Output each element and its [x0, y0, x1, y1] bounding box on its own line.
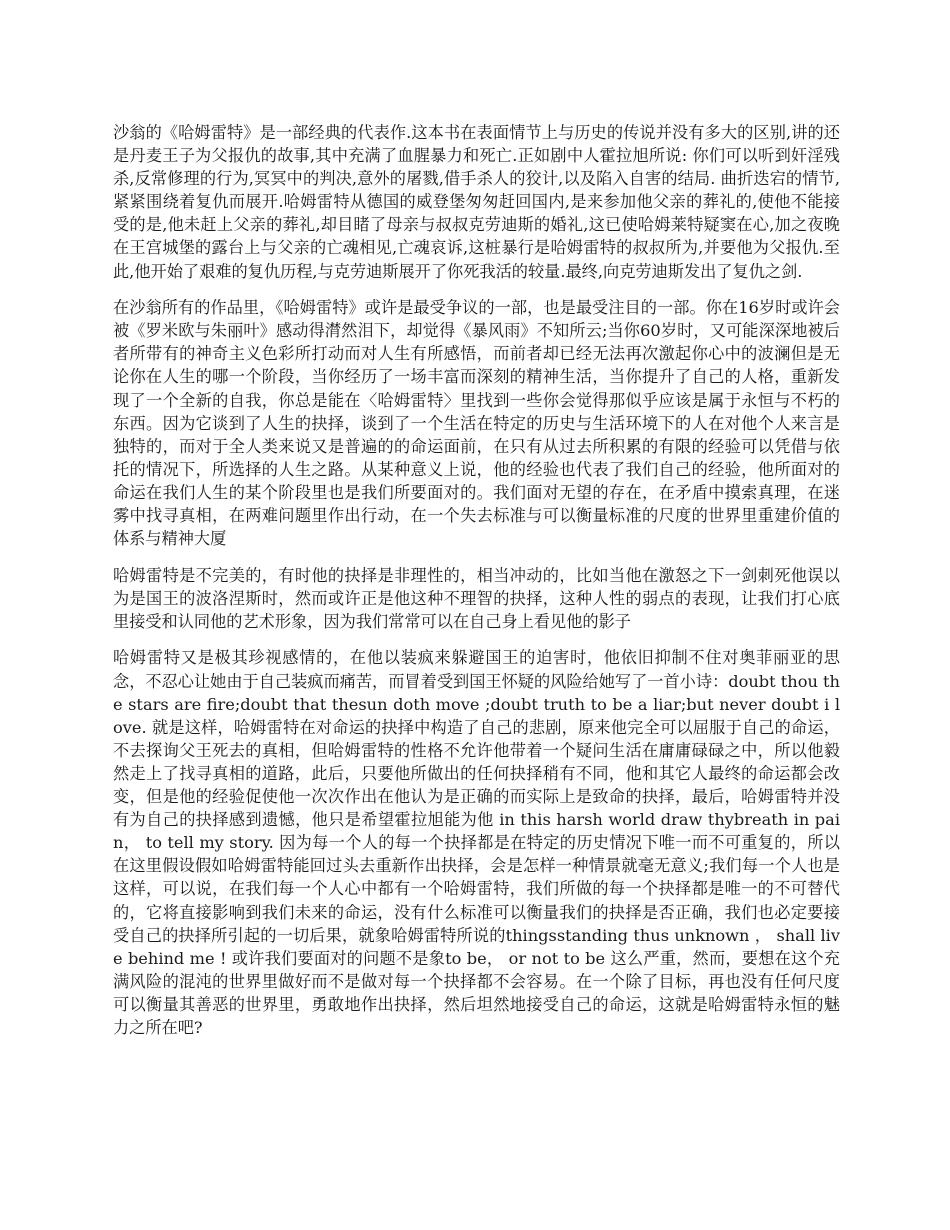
paragraph-controversy: 在沙翁所有的作品里，《哈姆雷特》或许是最受争议的一部，也是最受注目的一部。你在16岁时或许会被《罗米欧与朱丽叶》感动得潸然泪下，却觉得《暴风雨》不知所云;当你60岁时，又可能深深地被后者所带有的神奇主义色彩所打动而对人生有所感悟，而前者却已经无法再次激起你心中的波澜但是无论你在人生的哪一个阶段，当你经历了一场丰富而深刻的精神生活，当你提升了自己的人格，重新发现了一个全新的自我，你总是能在〈哈姆雷特〉里找到一些你会觉得那似乎应该是属于永恒与不朽的东西。因为它谈到了人生的抉择，谈到了一个生活在特定的历史与生活环境下的人在对他个人来言是独特的，而对于全人类来说又是普遍的的命运面前，在只有从过去所积累的有限的经验可以凭借与依托的情况下，所选择的人生之路。从某种意义上说，他的经验也代表了我们自己的经验，他所面对的命运在我们人生的某个阶段里也是我们所要面对的。我们面对无望的存在，在矛盾中摸索真理，在迷雾中找寻真相，在两难问题里作出行动，在一个失去标准与可以衡量标准的尺度的世界里重建价值的体系与精神大厦 [113, 298, 840, 549]
paragraph-imperfection: 哈姆雷特是不完美的，有时他的抉择是非理性的，相当冲动的，比如当他在激怒之下一剑刺死他误以为是国王的波洛涅斯时，然而或许正是他这种不理智的抉择，这种人性的弱点的表现，让我们打心底里接受和认同他的艺术形象，因为我们常常可以在自己身上看见他的影子 [113, 565, 840, 631]
paragraph-intro: 沙翁的《哈姆雷特》是一部经典的代表作.这本书在表面情节上与历史的传说并没有多大的区别,讲的还是丹麦王子为父报仇的故事,其中充满了血腥暴力和死亡.正如剧中人霍拉旭所说: 你们可以听到奸淫残杀,反常修理的行为,冥冥中的判决,意外的屠戮,借手杀人的狡计,以及陷入自害的结局. 曲折迭宕的情节,紧紧围绕着复仇而展开.哈姆雷特从德国的威登堡匆匆赶回国内,是来参加他父亲的葬礼的,使他不能接受的是,他未赶上父亲的葬礼,却目睹了母亲与叔叔克劳迪斯的婚礼,这已使哈姆莱特疑窦在心,加之夜晚在王宫城堡的露台上与父亲的亡魂相见,亡魂哀诉,这桩暴行是哈姆雷特的叔叔所为,并要他为父报仇.至此,他开始了艰难的复仇历程,与克劳迪斯展开了你死我活的较量.最终,向克劳迪斯发出了复仇之剑. [113, 123, 840, 281]
document-body [113, 121, 840, 1053]
paragraph-emotion: 哈姆雷特又是极其珍视感情的，在他以装疯来躲避国王的迫害时，他依旧抑制不住对奥菲丽亚的思念，不忍心让她由于自己装疯而痛苦，而冒着受到国王怀疑的风险给她写了一首小诗：doubt thou the stars are fire;doubt that thesun doth move ;doubt truth to be a liar;but never doubt i love. 就是这样，哈姆雷特在对命运的抉择中构造了自己的悲剧，原来他完全可以屈服于自己的命运，不去探询父王死去的真相，但哈姆雷特的性格不允许他带着一个疑问生活在庸庸碌碌之中，所以他毅然走上了找寻真相的道路，此后，只要他所做出的任何抉择稍有不同，他和其它人最终的命运都会改变，但是他的经验促使他一次次作出在他认为是正确的而实际上是致命的抉择，最后，哈姆雷特并没有为自己的抉择感到遗憾，他只是希望霍拉旭能为他 in this harsh world draw thybreath in pain， to tell my story. 因为每一个人的每一个抉择都是在特定的历史情况下唯一而不可重复的，所以在这里假设假如哈姆雷特能回过头去重新作出抉择，会是怎样一种情景就毫无意义;我们每一个人也是这样，可以说，在我们每一个人心中都有一个哈姆雷特，我们所做的每一个抉择都是唯一的不可替代的，它将直接影响到我们未来的命运，没有什么标准可以衡量我们的抉择是否正确，我们也必定要接受自己的抉择所引起的一切后果，就象哈姆雷特所说的thingsstanding thus unknown ， shall live behind me ! 或许我们要面对的问题不是象to be， or not to be 这么严重，然而，要想在这个充满风险的混沌的世界里做好而不是做对每一个抉择都不会容易。在一个除了目标，再也没有任何尺度可以衡量其善恶的世界里，勇敢地作出抉择，然后坦然地接受自己的命运，这就是哈姆雷特永恒的魅力之所在吧? [113, 648, 840, 1037]
